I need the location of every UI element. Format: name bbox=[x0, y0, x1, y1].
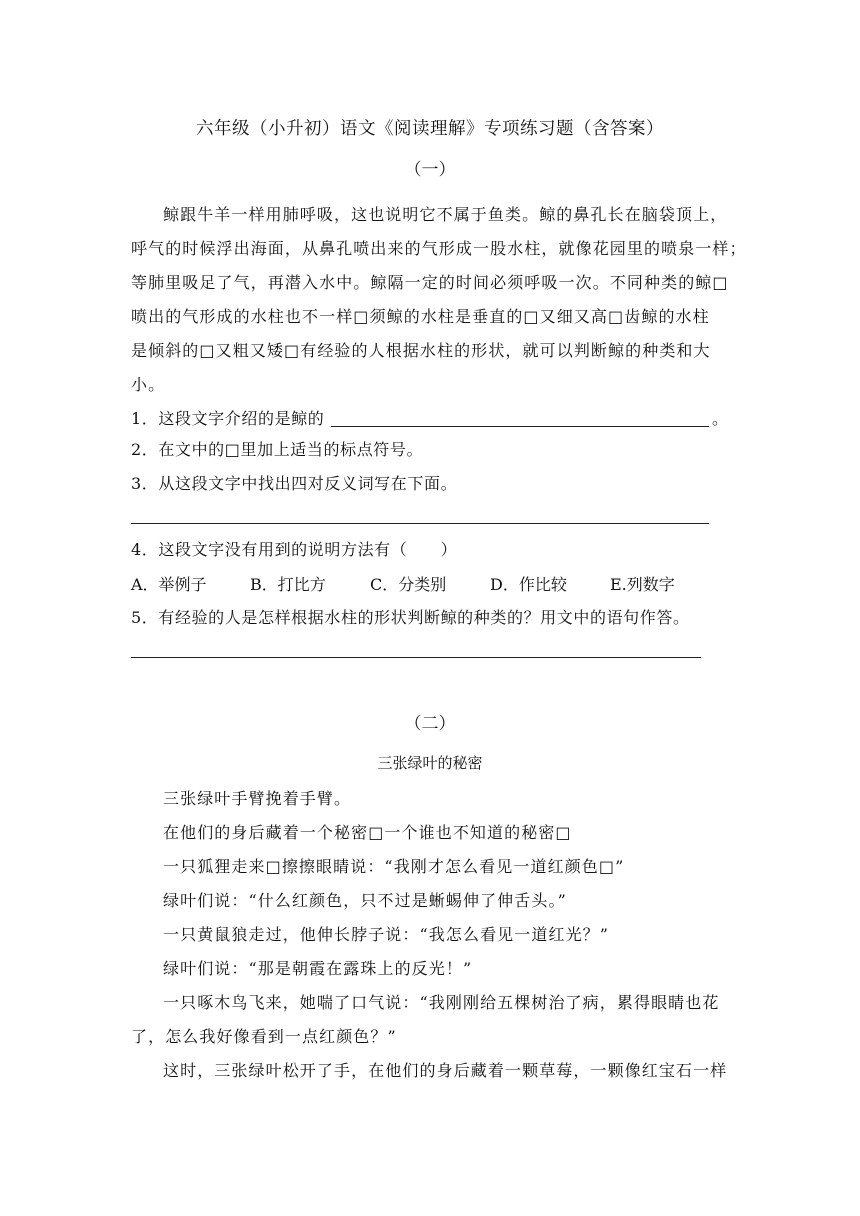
section-1-paragraph-line: 小。 bbox=[131, 375, 166, 394]
option-c: C．分类别 bbox=[370, 575, 447, 594]
question-1-end: 。 bbox=[712, 409, 729, 428]
story-title: 三张绿叶的秘密 bbox=[377, 754, 483, 772]
story-line: 这时，三张绿叶松开了手，在他们的身后藏着一颗草莓，一颗像红宝石一样 bbox=[163, 1061, 728, 1080]
question-5: 5．有经验的人是怎样根据水柱的形状判断鲸的种类的？用文中的语句作答。 bbox=[131, 608, 690, 627]
option-b: B．打比方 bbox=[250, 575, 326, 594]
story-line: 在他们的身后藏着一个秘密□一个谁也不知道的秘密□ bbox=[163, 823, 572, 842]
section-1-heading: （一） bbox=[404, 160, 456, 180]
answer-line-q1 bbox=[331, 426, 709, 427]
story-line: 绿叶们说：“什么红颜色，只不过是蜥蜴伸了伸舌头。” bbox=[163, 891, 567, 910]
section-1-paragraph-line: 喷出的气形成的水柱也不一样□须鲸的水柱是垂直的□又细又高□齿鲸的水柱 bbox=[131, 307, 710, 326]
story-line: 一只狐狸走来□擦擦眼睛说：“我刚才怎么看见一道红颜色□” bbox=[163, 857, 625, 876]
section-1-paragraph-line: 鲸跟牛羊一样用肺呼吸，这也说明它不属于鱼类。鲸的鼻孔长在脑袋顶上， bbox=[163, 205, 728, 224]
option-e: E.列数字 bbox=[610, 575, 675, 594]
section-2-heading: （二） bbox=[404, 714, 456, 734]
story-line: 绿叶们说：“那是朝霞在露珠上的反光！” bbox=[163, 959, 473, 978]
story-line: 一只啄木鸟飞来，她喘了口气说：“我刚刚给五棵树治了病，累得眼睛也花 bbox=[163, 993, 720, 1012]
answer-line-q5 bbox=[131, 657, 701, 658]
question-4: 4．这段文字没有用到的说明方法有（ ） bbox=[131, 540, 458, 559]
section-1-paragraph-line: 等肺里吸足了气，再潜入水中。鲸隔一定的时间必须呼吸一次。不同种类的鲸□ bbox=[131, 273, 729, 292]
story-line: 三张绿叶手臂挽着手臂。 bbox=[163, 789, 352, 808]
story-line: 了，怎么我好像看到一点红颜色？” bbox=[131, 1027, 397, 1046]
story-line: 一只黄鼠狼走过，他伸长脖子说：“我怎么看见一道红光？” bbox=[163, 925, 610, 944]
option-d: D．作比较 bbox=[490, 575, 567, 594]
page-title: 六年级（小升初）语文《阅读理解》专项练习题（含答案） bbox=[196, 119, 664, 139]
section-1-paragraph-line: 是倾斜的□又粗又矮□有经验的人根据水柱的形状，就可以判断鲸的种类和大 bbox=[131, 341, 711, 360]
option-a: A．举例子 bbox=[131, 575, 207, 594]
question-2: 2．在文中的□里加上适当的标点符号。 bbox=[131, 440, 424, 459]
question-1: 1．这段文字介绍的是鲸的 bbox=[131, 409, 325, 428]
section-1-paragraph-line: 呼气的时候浮出海面，从鼻孔喷出来的气形成一股水柱，就像花园里的喷泉一样； bbox=[131, 239, 747, 258]
question-3: 3．从这段文字中找出四对反义词写在下面。 bbox=[131, 474, 458, 493]
answer-line-q3 bbox=[131, 523, 709, 524]
